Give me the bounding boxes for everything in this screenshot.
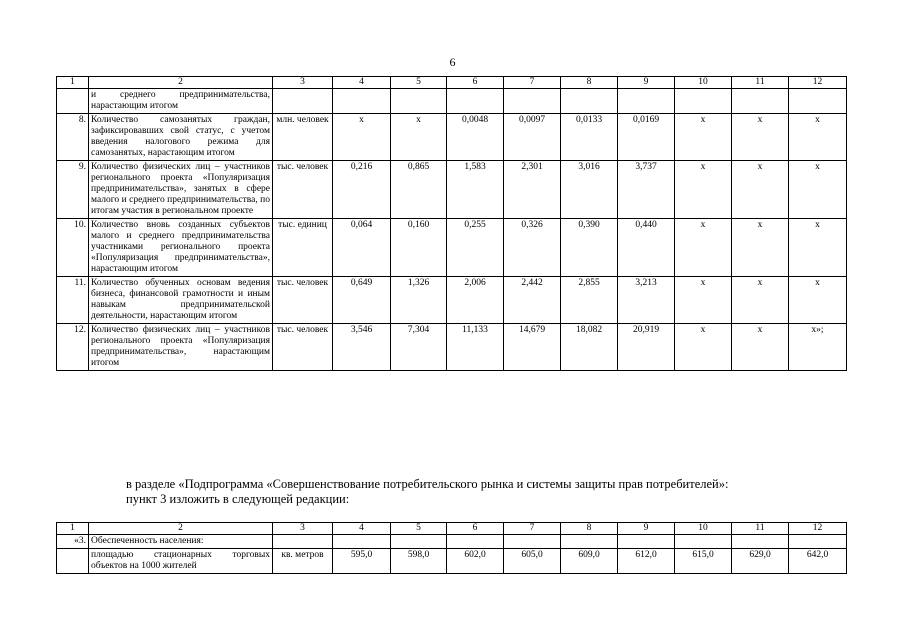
header-cell: 12 (789, 523, 847, 535)
value-cell: 0,160 (391, 219, 447, 277)
value-cell: 2,442 (504, 277, 561, 324)
value-cell: 602,0 (447, 549, 504, 574)
unit-cell: тыс. человек (273, 324, 333, 371)
indicators-table (56, 76, 847, 371)
value-cell (504, 89, 561, 114)
value-cell: x (789, 277, 847, 324)
value-cell: x (732, 277, 789, 324)
value-cell: 629,0 (732, 549, 789, 574)
value-cell: 1,583 (447, 161, 504, 219)
amendment-instruction: пункт 3 изложить в следующей редакции: (126, 492, 350, 506)
value-cell: 598,0 (391, 549, 447, 574)
value-cell: 11,133 (447, 324, 504, 371)
value-cell: 3,737 (618, 161, 675, 219)
value-cell (561, 89, 618, 114)
value-cell: 7,304 (391, 324, 447, 371)
value-cell: 18,082 (561, 324, 618, 371)
value-cell: 20,919 (618, 324, 675, 371)
unit-cell: тыс. единиц (273, 219, 333, 277)
value-cell: x (789, 114, 847, 161)
value-cell: x (732, 161, 789, 219)
unit-cell: млн. человек (273, 114, 333, 161)
value-cell: 0,0048 (447, 114, 504, 161)
table-row (57, 219, 847, 277)
value-cell: 605,0 (504, 549, 561, 574)
value-cell: x (391, 114, 447, 161)
header-row (57, 77, 847, 89)
empty-cell (732, 535, 789, 549)
value-cell: 615,0 (675, 549, 732, 574)
section-title: Обеспеченность населения: (89, 535, 273, 549)
header-cell: 10 (675, 77, 732, 89)
row-number (57, 549, 89, 574)
indicator-name: и среднего предпринимательства, нарастающим итогом (89, 89, 273, 114)
value-cell: x (675, 114, 732, 161)
indicator-name: Количество обученных основам ведения бизнеса, финансовой грамотности и иным навыкам предпринимательской деятельности, нарастающим итогом (89, 277, 273, 324)
header-cell: 11 (732, 523, 789, 535)
value-cell (447, 89, 504, 114)
value-cell: x (732, 114, 789, 161)
page-number: 6 (449, 55, 456, 69)
empty-cell (789, 535, 847, 549)
value-cell: x (675, 219, 732, 277)
value-cell: 14,679 (504, 324, 561, 371)
empty-cell (447, 535, 504, 549)
table-row (57, 549, 847, 574)
value-cell: 0,649 (333, 277, 391, 324)
indicator-name: площадью стационарных торговых объектов на 1000 жителей (89, 549, 273, 574)
table-row (57, 161, 847, 219)
header-cell: 6 (447, 523, 504, 535)
header-cell: 3 (273, 523, 333, 535)
value-cell: 2,006 (447, 277, 504, 324)
value-cell: 0,064 (333, 219, 391, 277)
row-number: 8. (57, 114, 89, 161)
value-cell: x (732, 219, 789, 277)
unit-cell: кв. метров (273, 549, 333, 574)
value-cell: x (675, 161, 732, 219)
header-cell: 7 (504, 523, 561, 535)
value-cell: 2,855 (561, 277, 618, 324)
unit-cell: тыс. человек (273, 161, 333, 219)
section-row (57, 535, 847, 549)
value-cell: x»; (789, 324, 847, 371)
value-cell (333, 89, 391, 114)
value-cell: 3,213 (618, 277, 675, 324)
unit-cell (273, 89, 333, 114)
header-cell: 7 (504, 77, 561, 89)
row-number: 9. (57, 161, 89, 219)
value-cell (391, 89, 447, 114)
value-cell: 0,865 (391, 161, 447, 219)
value-cell: 0,326 (504, 219, 561, 277)
value-cell: 0,255 (447, 219, 504, 277)
value-cell: x (789, 161, 847, 219)
value-cell (789, 89, 847, 114)
value-cell: 612,0 (618, 549, 675, 574)
indicator-name: Количество вновь созданных субъектов малого и среднего предпринимательства участниками регионального проекта «Популяризация предпринимательства», нарастающим итогом (89, 219, 273, 277)
value-cell: 2,301 (504, 161, 561, 219)
header-cell: 9 (618, 523, 675, 535)
header-cell: 2 (89, 523, 273, 535)
header-cell: 6 (447, 77, 504, 89)
amendment-paragraph: в разделе «Подпрограмма «Совершенствование потребительского рынка и системы защиты прав потребителей»: (126, 477, 729, 491)
header-cell: 11 (732, 77, 789, 89)
header-cell: 5 (391, 77, 447, 89)
indicator-name: Количество самозанятых граждан, зафиксировавших свой статус, с учетом введения налогового режима для самозанятых, нарастающим итогом (89, 114, 273, 161)
value-cell: 0,0169 (618, 114, 675, 161)
row-number: 10. (57, 219, 89, 277)
row-number: 12. (57, 324, 89, 371)
value-cell (675, 89, 732, 114)
empty-cell (618, 535, 675, 549)
empty-cell (675, 535, 732, 549)
row-number (57, 89, 89, 114)
value-cell: 609,0 (561, 549, 618, 574)
header-cell: 12 (789, 77, 847, 89)
row-number: 11. (57, 277, 89, 324)
header-cell: 5 (391, 523, 447, 535)
value-cell: 3,546 (333, 324, 391, 371)
value-cell (732, 89, 789, 114)
value-cell: 642,0 (789, 549, 847, 574)
empty-cell (391, 535, 447, 549)
value-cell: 0,0097 (504, 114, 561, 161)
value-cell: 595,0 (333, 549, 391, 574)
unit-cell: тыс. человек (273, 277, 333, 324)
header-cell: 1 (57, 523, 89, 535)
value-cell: x (675, 277, 732, 324)
value-cell (618, 89, 675, 114)
indicator-name: Количество физических лиц – участников регионального проекта «Популяризация предпринимательства», нарастающим итогом (89, 324, 273, 371)
header-cell: 4 (333, 77, 391, 89)
value-cell: 0,216 (333, 161, 391, 219)
consumer-market-table (56, 522, 847, 574)
header-cell: 8 (561, 523, 618, 535)
header-cell: 10 (675, 523, 732, 535)
header-cell: 3 (273, 77, 333, 89)
indicator-name: Количество физических лиц – участников регионального проекта «Популяризация предпринимательства», занятых в сфере малого и среднего предпринимательства, по итогам участия в региональном проекте (89, 161, 273, 219)
table-row (57, 277, 847, 324)
value-cell: x (333, 114, 391, 161)
empty-cell (561, 535, 618, 549)
empty-cell (504, 535, 561, 549)
section-number: «3. (57, 535, 89, 549)
value-cell: x (789, 219, 847, 277)
header-cell: 4 (333, 523, 391, 535)
table-row (57, 114, 847, 161)
header-cell: 1 (57, 77, 89, 89)
table-row (57, 89, 847, 114)
value-cell: 0,0133 (561, 114, 618, 161)
header-row (57, 523, 847, 535)
value-cell: x (675, 324, 732, 371)
header-cell: 9 (618, 77, 675, 89)
header-cell: 8 (561, 77, 618, 89)
value-cell: x (732, 324, 789, 371)
header-cell: 2 (89, 77, 273, 89)
value-cell: 0,390 (561, 219, 618, 277)
table-row (57, 324, 847, 371)
value-cell: 3,016 (561, 161, 618, 219)
value-cell: 0,440 (618, 219, 675, 277)
value-cell: 1,326 (391, 277, 447, 324)
empty-cell (273, 535, 333, 549)
empty-cell (333, 535, 391, 549)
